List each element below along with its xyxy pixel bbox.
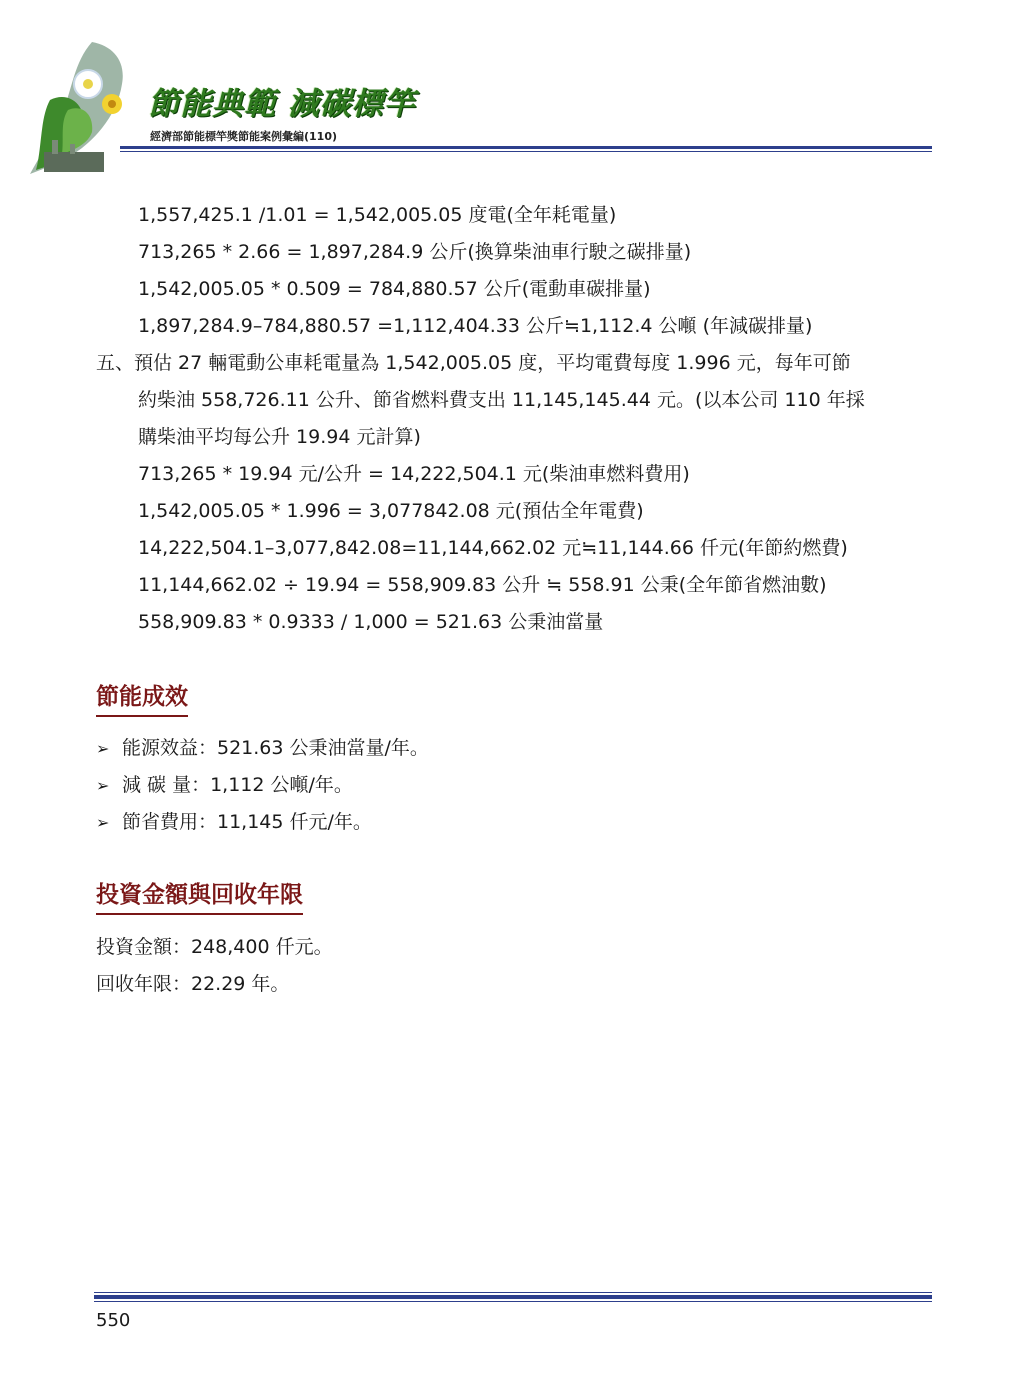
benefit-energy: 能源效益：521.63 公秉油當量/年。 xyxy=(122,737,429,759)
footer-rule-thin-bottom xyxy=(94,1301,932,1302)
arrow-bullet-icon: ➢ xyxy=(96,813,110,832)
item-five-line-1: 五、預估 27 輛電動公車耗電量為 1,542,005.05 度，平均電費每度 1.996 元，每年可節 xyxy=(96,352,851,374)
page-header xyxy=(0,0,1024,190)
list-item xyxy=(96,773,353,798)
calc-diesel-emission: 713,265 * 2.66 = 1,897,284.9 公斤(換算柴油車行駛之碳排量) xyxy=(138,241,692,263)
benefit-cost: 節省費用：11,145 仟元/年。 xyxy=(122,811,372,833)
item-five-line-2: 約柴油 558,726.11 公升、節省燃料費支出 11,145,145.44 元。(以本公司 110 年採 xyxy=(138,389,865,411)
section-heading-investment: 投資金額與回收年限 xyxy=(96,876,303,915)
calc-diesel-fuel-cost: 713,265 * 19.94 元/公升 = 14,222,504.1 元(柴油車燃料費用) xyxy=(138,463,690,485)
footer-rule xyxy=(94,1295,932,1299)
header-rule-thin xyxy=(120,151,932,152)
calc-ev-emission: 1,542,005.05 * 0.509 = 784,880.57 公斤(電動車碳排量) xyxy=(138,278,651,300)
header-rule xyxy=(120,146,932,149)
item-five-line-3: 購柴油平均每公升 19.94 元計算) xyxy=(138,426,421,448)
list-item xyxy=(96,810,372,835)
brand-title: 節能典範 減碳標竿 xyxy=(148,86,416,122)
calc-fuel-volume-saved: 11,144,662.02 ÷ 19.94 = 558,909.83 公升 ≒ 558.91 公秉(全年節省燃油數) xyxy=(138,574,827,596)
calc-fuel-savings: 14,222,504.1–3,077,842.08=11,144,662.02 元≒11,144.66 仟元(年節約燃費) xyxy=(138,537,848,559)
investment-amount: 投資金額：248,400 仟元。 xyxy=(96,936,333,958)
calc-annual-reduction: 1,897,284.9–784,880.57 =1,112,404.33 公斤≒1,112.4 公噸 (年減碳排量) xyxy=(138,315,813,337)
payback-period: 回收年限：22.29 年。 xyxy=(96,973,290,995)
calc-oil-equivalent: 558,909.83 * 0.9333 / 1,000 = 521.63 公秉油當量 xyxy=(138,611,604,633)
taiwan-leaf-logo-icon xyxy=(22,40,152,180)
arrow-bullet-icon: ➢ xyxy=(96,776,110,795)
section-heading-benefits: 節能成效 xyxy=(96,678,188,717)
page-number: 550 xyxy=(96,1310,131,1331)
list-item xyxy=(96,736,429,761)
benefit-carbon: 減 碳 量：1,112 公噸/年。 xyxy=(122,774,353,796)
arrow-bullet-icon: ➢ xyxy=(96,739,110,758)
calc-annual-electricity-cost: 1,542,005.05 * 1.996 = 3,077842.08 元(預估全年電費) xyxy=(138,500,644,522)
calc-annual-consumption: 1,557,425.1 /1.01 = 1,542,005.05 度電(全年耗電量) xyxy=(138,204,617,226)
footer-rule-thin-top xyxy=(94,1292,932,1293)
brand-subtitle: 經濟部節能標竿獎節能案例彙編(110) xyxy=(150,130,338,143)
